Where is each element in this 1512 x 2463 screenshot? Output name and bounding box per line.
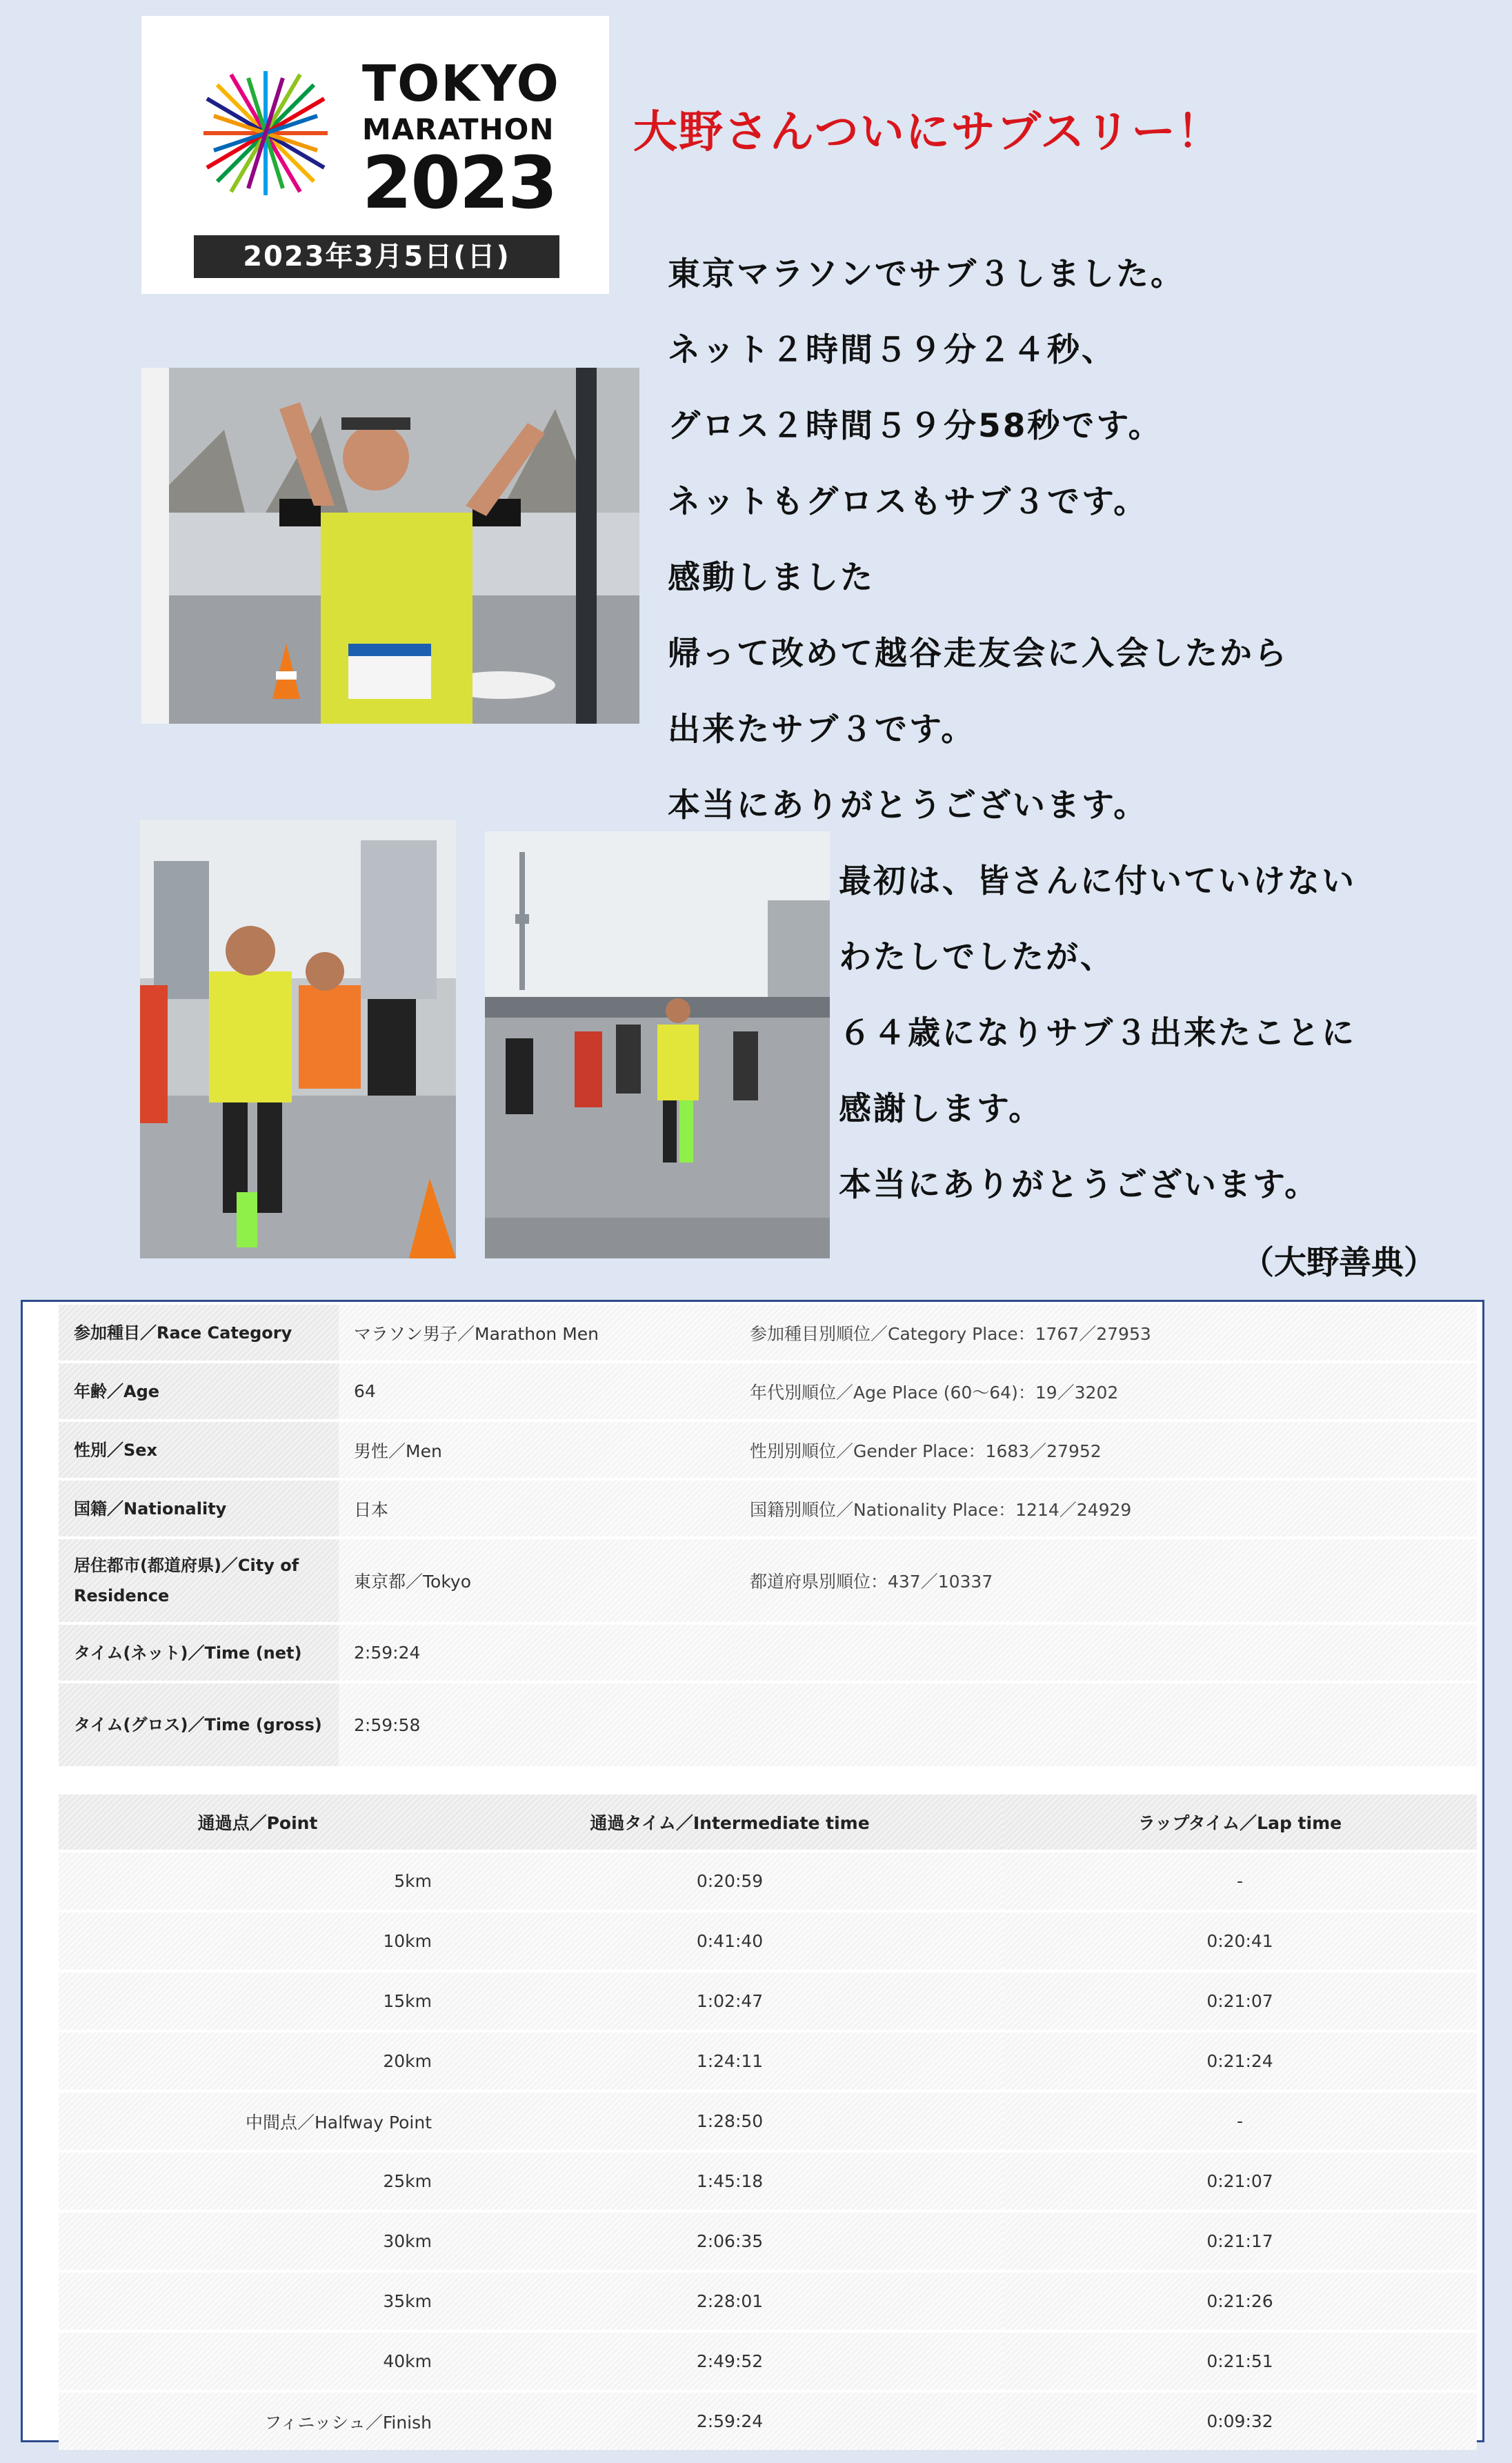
logo-line-year: 2023: [362, 141, 557, 225]
profile-place: [735, 1625, 1477, 1681]
split-lap: 0:20:41: [1003, 1912, 1477, 1970]
page-headline: 大野さんついにサブスリー！: [633, 107, 1223, 158]
split-lap: 0:21:07: [1003, 1972, 1477, 2030]
table-row: [59, 1852, 1477, 1910]
table-row: [59, 2273, 1477, 2330]
table-row: [59, 1972, 1477, 2030]
logo-line-tokyo: TOKYO: [362, 55, 560, 112]
profile-value: 2:59:58: [339, 1683, 735, 1766]
table-header-row: [59, 1794, 1477, 1850]
table-row: [59, 1422, 1477, 1478]
profile-value: 2:59:24: [339, 1625, 735, 1681]
split-lap: 0:21:07: [1003, 2153, 1477, 2210]
message-line: 帰って改めて越谷走友会に入会したから: [668, 635, 1289, 673]
message-line: ネット２時間５９分２４秒、: [668, 331, 1116, 369]
profile-value: 男性／Men: [339, 1422, 735, 1478]
table-row: [59, 1481, 1477, 1536]
split-point: 35km: [59, 2273, 457, 2330]
race-results-panel: [21, 1300, 1484, 2442]
column-header-lap-time: ラップタイム／Lap time: [1003, 1794, 1477, 1850]
message-line: 本当にありがとうございます。: [668, 787, 1148, 824]
table-row: [59, 1539, 1477, 1622]
split-time: 0:41:40: [457, 1912, 1003, 1970]
profile-value: 東京都／Tokyo: [339, 1539, 735, 1622]
split-lap: 0:21:17: [1003, 2213, 1477, 2270]
profile-place: 性別別順位／Gender Place：1683／27952: [735, 1422, 1477, 1478]
split-time: 1:45:18: [457, 2153, 1003, 2210]
split-lap: 0:09:32: [1003, 2393, 1477, 2450]
message-line: グロス２時間５９分58秒です。: [668, 407, 1163, 445]
profile-value: マラソン男子／Marathon Men: [339, 1305, 735, 1361]
runner-celebrating-photo: [141, 368, 639, 724]
table-row: [59, 2032, 1477, 2090]
runners-photo-left: [140, 820, 456, 1258]
message-line: わたしでしたが、: [839, 938, 1115, 976]
split-time: 1:02:47: [457, 1972, 1003, 2030]
split-time: 2:06:35: [457, 2213, 1003, 2270]
logo-line-marathon: MARATHON: [362, 112, 555, 146]
profile-label: 年齢／Age: [59, 1363, 339, 1419]
profile-place: 年代別順位／Age Place (60～64)：19／3202: [735, 1363, 1477, 1419]
table-row: [59, 1305, 1477, 1361]
split-lap: -: [1003, 1852, 1477, 1910]
table-row: [59, 1683, 1477, 1766]
profile-place: 国籍別順位／Nationality Place：1214／24929: [735, 1481, 1477, 1536]
logo-date: 2023年3月5日(日): [194, 235, 559, 278]
profile-label: タイム(グロス)／Time (gross): [59, 1683, 339, 1766]
profile-label: タイム(ネット)／Time (net): [59, 1625, 339, 1681]
split-point: 25km: [59, 2153, 457, 2210]
profile-place: 参加種目別順位／Category Place：1767／27953: [735, 1305, 1477, 1361]
split-lap: -: [1003, 2093, 1477, 2150]
profile-label: 居住都市(都道府県)／City of Residence: [59, 1539, 339, 1622]
runner-profile-table: [59, 1302, 1477, 1769]
runners-photo-right: [485, 831, 830, 1258]
profile-label: 性別／Sex: [59, 1422, 339, 1478]
table-row: [59, 2213, 1477, 2270]
message-line: 感謝します。: [839, 1090, 1044, 1128]
split-lap: 0:21:26: [1003, 2273, 1477, 2330]
message-line: 最初は、皆さんに付いていけない: [839, 862, 1356, 900]
split-point: 5km: [59, 1852, 457, 1910]
message-line: 出来たサブ３です。: [668, 711, 976, 749]
table-row: [59, 2153, 1477, 2210]
split-time: 0:20:59: [457, 1852, 1003, 1910]
message-line: ６４歳になりサブ３出来たことに: [839, 1014, 1356, 1052]
split-time: 2:49:52: [457, 2333, 1003, 2390]
split-point: 30km: [59, 2213, 457, 2270]
table-row: [59, 2093, 1477, 2150]
split-point: 20km: [59, 2032, 457, 2090]
message-line: 本当にありがとうございます。: [839, 1166, 1320, 1204]
message-line: 東京マラソンでサブ３しました。: [668, 255, 1185, 293]
split-time: 1:24:11: [457, 2032, 1003, 2090]
profile-label: 参加種目／Race Category: [59, 1305, 339, 1361]
split-point: 40km: [59, 2333, 457, 2390]
split-lap: 0:21:51: [1003, 2333, 1477, 2390]
split-time: 1:28:50: [457, 2093, 1003, 2150]
table-row: [59, 2393, 1477, 2450]
profile-value: 64: [339, 1363, 735, 1419]
profile-place: 都道府県別順位：437／10337: [735, 1539, 1477, 1622]
profile-label: 国籍／Nationality: [59, 1481, 339, 1536]
tokyo-marathon-emblem-icon: [190, 57, 341, 209]
table-row: [59, 1363, 1477, 1419]
split-lap: 0:21:24: [1003, 2032, 1477, 2090]
table-row: [59, 2333, 1477, 2390]
split-point: 中間点／Halfway Point: [59, 2093, 457, 2150]
message-line: ネットもグロスもサブ３です。: [668, 483, 1148, 521]
signature: （大野善典）: [1242, 1244, 1436, 1282]
split-point: 10km: [59, 1912, 457, 1970]
column-header-intermediate-time: 通過タイム／Intermediate time: [457, 1794, 1003, 1850]
table-row: [59, 1912, 1477, 1970]
split-times-table: [59, 1792, 1477, 2453]
split-time: 2:59:24: [457, 2393, 1003, 2450]
table-row: [59, 1625, 1477, 1681]
split-time: 2:28:01: [457, 2273, 1003, 2330]
tokyo-marathon-logo: [141, 16, 609, 294]
logo-wordmark: [362, 55, 560, 225]
profile-place: [735, 1683, 1477, 1766]
column-header-point: 通過点／Point: [59, 1794, 457, 1850]
message-line: 感動しました: [668, 559, 875, 597]
split-point: 15km: [59, 1972, 457, 2030]
profile-value: 日本: [339, 1481, 735, 1536]
split-point: フィニッシュ／Finish: [59, 2393, 457, 2450]
